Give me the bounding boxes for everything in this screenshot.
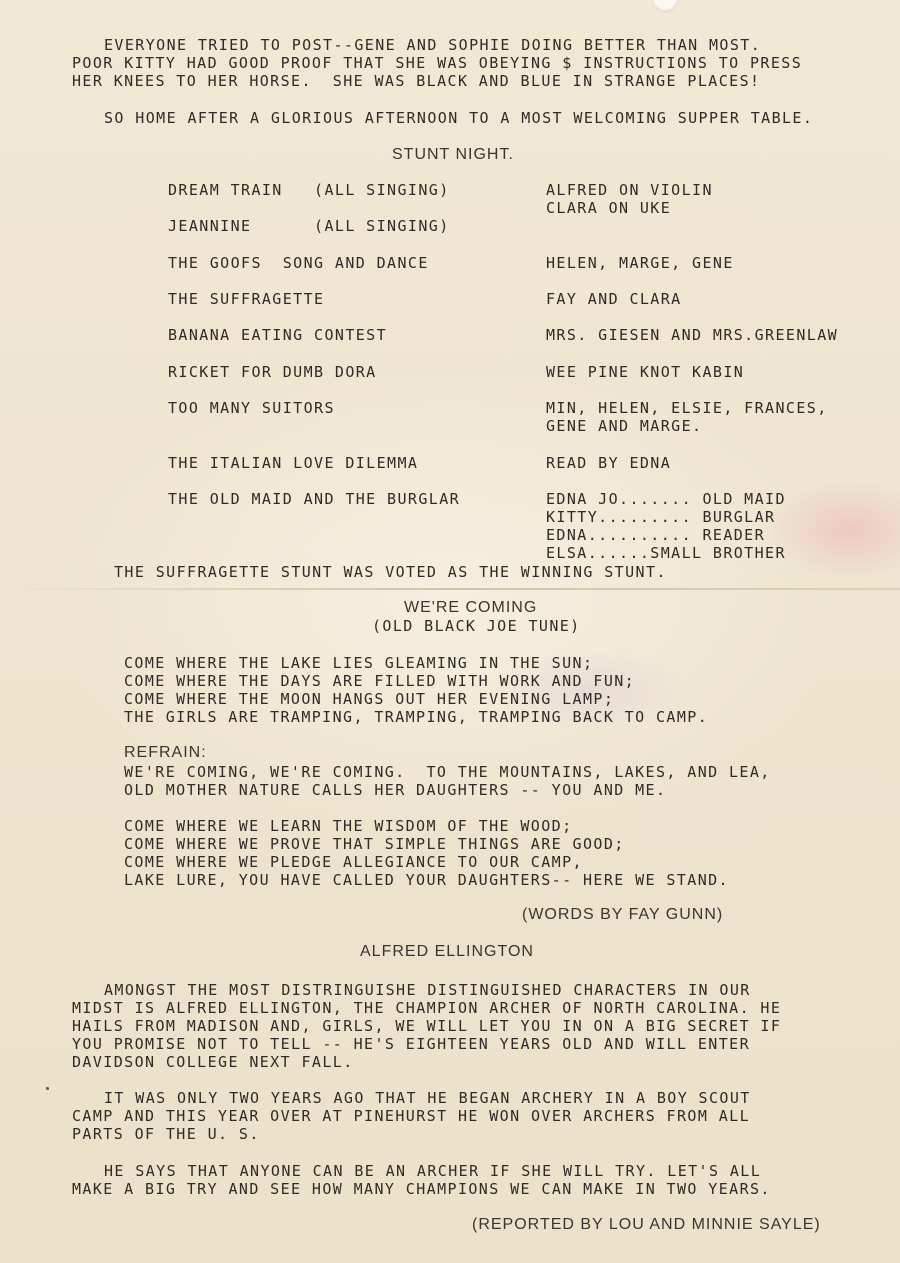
article-line: IT WAS ONLY TWO YEARS AGO THAT HE BEGAN ARCHERY IN A BOY SCOUT bbox=[104, 1089, 751, 1107]
stunt-performers: FAY AND CLARA bbox=[546, 290, 682, 308]
song-line: COME WHERE THE DAYS ARE FILLED WITH WORK AND FUN; bbox=[124, 672, 636, 690]
stunt-act: DREAM TRAIN (ALL SINGING) bbox=[168, 181, 450, 199]
stunt-act: TOO MANY SUITORS bbox=[168, 399, 335, 417]
paper-fold-line bbox=[0, 588, 900, 590]
article-line: PARTS OF THE U. S. bbox=[72, 1125, 260, 1143]
stunt-performers: EDNA JO....... OLD MAID bbox=[546, 490, 786, 508]
stunt-act: THE OLD MAID AND THE BURGLAR bbox=[168, 490, 461, 508]
song-line: COME WHERE WE PLEDGE ALLEGIANCE TO OUR CAMP, bbox=[124, 853, 583, 871]
stunt-act: THE ITALIAN LOVE DILEMMA bbox=[168, 454, 419, 472]
song-title: WE'RE COMING bbox=[404, 599, 538, 616]
stunt-performers: WEE PINE KNOT KABIN bbox=[546, 363, 745, 381]
song-credit: (WORDS BY FAY GUNN) bbox=[522, 906, 724, 923]
stunt-performers: MRS. GIESEN AND MRS.GREENLAW bbox=[546, 326, 839, 344]
intro-line: HER KNEES TO HER HORSE. SHE WAS BLACK AND BLUE IN STRANGE PLACES! bbox=[72, 72, 761, 90]
stunt-performers: MIN, HELEN, ELSIE, FRANCES, bbox=[546, 399, 828, 417]
stunt-act: THE GOOFS SONG AND DANCE bbox=[168, 254, 429, 272]
article-credit: (REPORTED BY LOU AND MINNIE SAYLE) bbox=[472, 1216, 821, 1233]
article-line: MAKE A BIG TRY AND SEE HOW MANY CHAMPIONS WE CAN MAKE IN TWO YEARS. bbox=[72, 1180, 771, 1198]
stunt-act: BANANA EATING CONTEST bbox=[168, 326, 388, 344]
article-line: CAMP AND THIS YEAR OVER AT PINEHURST HE WON OVER ARCHERS FROM ALL bbox=[72, 1107, 750, 1125]
stunt-performers: READ BY EDNA bbox=[546, 454, 672, 472]
stunt-performers: KITTY......... BURGLAR bbox=[546, 508, 776, 526]
song-line: COME WHERE WE PROVE THAT SIMPLE THINGS ARE GOOD; bbox=[124, 835, 625, 853]
article-line: DAVIDSON COLLEGE NEXT FALL. bbox=[72, 1053, 354, 1071]
stunt-winner: THE SUFFRAGETTE STUNT WAS VOTED AS THE WINNING STUNT. bbox=[114, 563, 667, 581]
article-line: MIDST IS ALFRED ELLINGTON, THE CHAMPION ARCHER OF NORTH CAROLINA. HE bbox=[72, 999, 782, 1017]
refrain-label: REFRAIN: bbox=[124, 744, 207, 761]
song-line: COME WHERE THE LAKE LIES GLEAMING IN THE SUN; bbox=[124, 654, 594, 672]
intro-line: POOR KITTY HAD GOOD PROOF THAT SHE WAS OBEYING $ INSTRUCTIONS TO PRESS bbox=[72, 54, 803, 72]
stunt-performers: HELEN, MARGE, GENE bbox=[546, 254, 734, 272]
song-line: LAKE LURE, YOU HAVE CALLED YOUR DAUGHTERS-- HERE WE STAND. bbox=[124, 871, 729, 889]
intro-line: SO HOME AFTER A GLORIOUS AFTERNOON TO A MOST WELCOMING SUPPER TABLE. bbox=[104, 109, 814, 127]
stunt-act: RICKET FOR DUMB DORA bbox=[168, 363, 377, 381]
stunt-performers: ELSA......SMALL BROTHER bbox=[546, 544, 786, 562]
ink-speck bbox=[46, 1087, 49, 1090]
song-line: WE'RE COMING, WE'RE COMING. TO THE MOUNTAINS, LAKES, AND LEA, bbox=[124, 763, 771, 781]
article-line: AMONGST THE MOST DISTRINGUISHE DISTINGUISHED CHARACTERS IN OUR bbox=[104, 981, 751, 999]
punch-hole bbox=[652, 0, 678, 12]
stunt-performers: CLARA ON UKE bbox=[546, 199, 672, 217]
song-line: THE GIRLS ARE TRAMPING, TRAMPING, TRAMPING BACK TO CAMP. bbox=[124, 708, 709, 726]
song-line: COME WHERE WE LEARN THE WISDOM OF THE WOOD; bbox=[124, 817, 573, 835]
intro-line: EVERYONE TRIED TO POST--GENE AND SOPHIE DOING BETTER THAN MOST. bbox=[104, 36, 762, 54]
stunt-performers: ALFRED ON VIOLIN bbox=[546, 181, 713, 199]
article-title: ALFRED ELLINGTON bbox=[360, 943, 534, 960]
article-line: HE SAYS THAT ANYONE CAN BE AN ARCHER IF SHE WILL TRY. LET'S ALL bbox=[104, 1162, 762, 1180]
stunt-act: JEANNINE (ALL SINGING) bbox=[168, 217, 450, 235]
article-line: YOU PROMISE NOT TO TELL -- HE'S EIGHTEEN YEARS OLD AND WILL ENTER bbox=[72, 1035, 750, 1053]
stunt-act: THE SUFFRAGETTE bbox=[168, 290, 325, 308]
song-line: COME WHERE THE MOON HANGS OUT HER EVENING LAMP; bbox=[124, 690, 615, 708]
article-line: HAILS FROM MADISON AND, GIRLS, WE WILL LET YOU IN ON A BIG SECRET IF bbox=[72, 1017, 782, 1035]
stunt-night-title: STUNT NIGHT. bbox=[392, 146, 514, 163]
stunt-performers: EDNA.......... READER bbox=[546, 526, 766, 544]
stunt-performers: GENE AND MARGE. bbox=[546, 417, 703, 435]
song-line: OLD MOTHER NATURE CALLS HER DAUGHTERS -- YOU AND ME. bbox=[124, 781, 667, 799]
song-subtitle: (OLD BLACK JOE TUNE) bbox=[372, 617, 581, 635]
